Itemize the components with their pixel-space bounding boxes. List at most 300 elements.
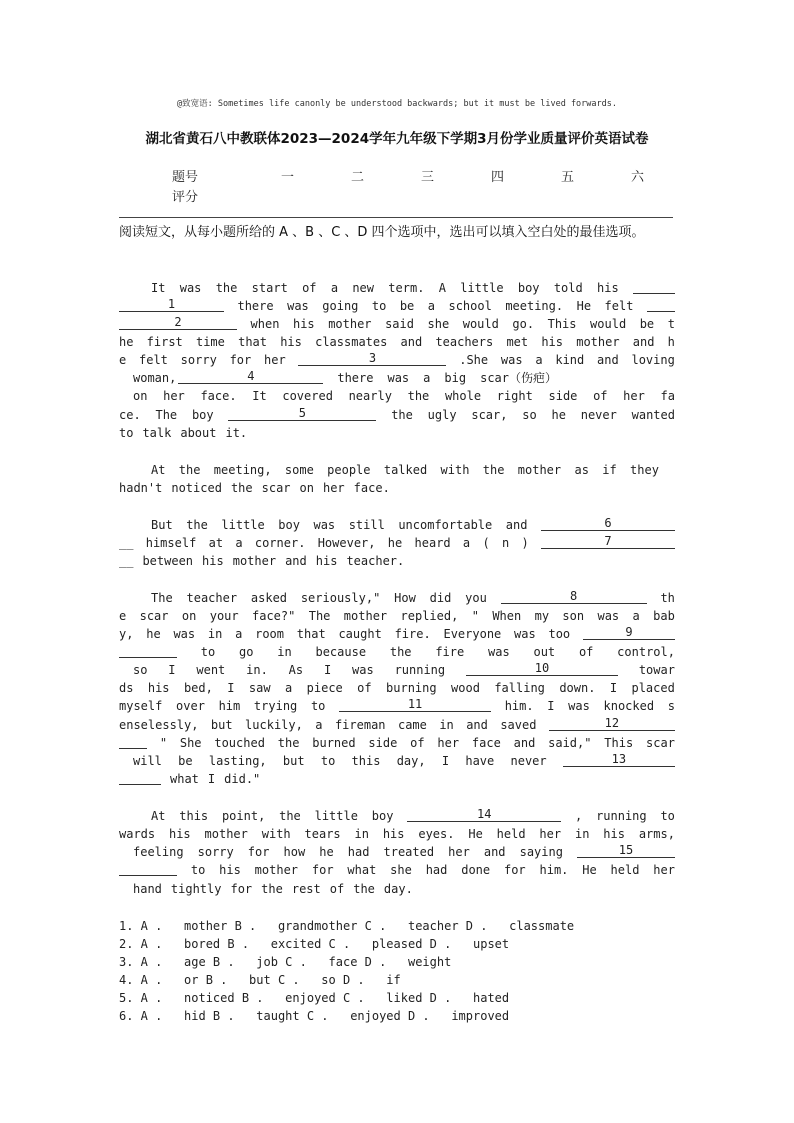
passage-word: met (506, 335, 529, 349)
passage-word: was (179, 281, 202, 295)
passage-word: side (368, 736, 398, 750)
passage-word: down. (559, 681, 596, 695)
passage-word: mother (254, 863, 299, 877)
passage-word: a (462, 536, 471, 550)
blank-7[interactable]: 7 (541, 534, 675, 549)
passage-line (119, 297, 675, 315)
passage-word: at (208, 536, 224, 550)
divider (119, 217, 673, 218)
page-title: 湖北省黄石八中教联体2023—2024学年九年级下学期3月份学业质量评价英语试卷 (145, 131, 649, 147)
passage-word: between (142, 554, 194, 568)
passage-word: himself (145, 536, 197, 550)
option-line-2: 2. A . bored B . excited C . pleased D . upset (119, 937, 510, 951)
passage-word: arms, (638, 827, 675, 841)
passage-word: enselessly, (119, 718, 199, 732)
passage-word: with (261, 827, 291, 841)
passage-word: the (407, 389, 430, 403)
passage-word: a (427, 299, 435, 313)
option-line-5: 5. A . noticed B . enjoyed C . liked D . hated (119, 991, 510, 1005)
passage-word: in. (246, 663, 268, 677)
passage-word: go. (512, 317, 535, 331)
passage-word: rest (291, 882, 321, 896)
passage-word: held (496, 827, 526, 841)
passage-word: him. (539, 863, 569, 877)
passage-word: your (209, 609, 239, 623)
passage-word: Everyone (443, 627, 502, 641)
passage-word: luckily, (245, 718, 303, 732)
passage-word: the (178, 463, 201, 477)
passage-word: had (347, 845, 370, 859)
blank-9[interactable]: 9 (583, 625, 675, 640)
passage-word: he (551, 408, 566, 422)
passage-word: was (488, 645, 510, 659)
passage-line (119, 351, 675, 369)
passage-word: covered (282, 389, 333, 403)
passage-word: ds (119, 681, 134, 695)
passage-line (119, 770, 675, 788)
passage-word: classmates (315, 335, 388, 349)
passage-word: go (239, 645, 254, 659)
passage-word: her (623, 389, 645, 403)
passage-word: scar（伤疤） (480, 371, 557, 385)
passage-word: in (277, 645, 292, 659)
passage-word: fire (435, 645, 465, 659)
passage-line (119, 807, 675, 825)
score-table-header-row (0, 166, 794, 186)
passage-word: his (219, 863, 241, 877)
passage-word: his (603, 827, 625, 841)
passage-word: in (574, 827, 590, 841)
passage-word: school (448, 299, 492, 313)
passage-word: ) (521, 536, 529, 550)
passage-word[interactable] (647, 297, 675, 312)
passage-word: burning (386, 681, 437, 695)
passage-word: they (630, 463, 659, 477)
passage-word: my (534, 609, 550, 623)
passage-word: the (215, 281, 238, 295)
blank-line[interactable] (633, 279, 675, 294)
passage-word: done (461, 863, 491, 877)
passage-word: the (391, 408, 413, 422)
passage-word: __ (119, 554, 134, 568)
passage-word: little (221, 518, 265, 532)
passage-word: so (522, 408, 537, 422)
passage-word: lasting, (208, 754, 267, 768)
passage-word: but (210, 718, 233, 732)
blank-5[interactable]: 5 (228, 406, 376, 421)
passage-word: her (539, 827, 562, 841)
passage-word: he (119, 335, 134, 349)
passage-word: towar (638, 663, 675, 677)
passage-word: have (465, 754, 495, 768)
passage-word: for (247, 845, 270, 859)
passage-word: uncomfortable (398, 518, 493, 532)
passage-word: was (500, 353, 523, 367)
passage-word: be (178, 754, 193, 768)
passage-word: of (410, 736, 425, 750)
passage-word: He (576, 299, 592, 313)
passage-word: a (632, 609, 640, 623)
passage-word: was (173, 627, 196, 641)
section-four: 四 (491, 170, 505, 185)
passage-word: loving (631, 353, 675, 367)
blank-11[interactable]: 11 (339, 697, 491, 712)
passage-word: heard (414, 536, 451, 550)
section-three: 三 (421, 170, 435, 185)
passage-word: touched (214, 736, 265, 750)
passage-word: __ (119, 536, 134, 550)
passage-word: will (133, 754, 162, 768)
passage-line (119, 734, 675, 752)
passage-word: meeting. (505, 299, 564, 313)
passage-word: to (200, 645, 216, 659)
passage-word: of (593, 389, 608, 403)
passage-line (119, 625, 675, 643)
passage-word[interactable] (119, 770, 161, 785)
passage-word: a (330, 281, 339, 295)
passage-word: the (261, 882, 283, 896)
passage-word: the (186, 518, 208, 532)
passage-word: piece (306, 681, 343, 695)
passage-word: It (252, 389, 267, 403)
passage-word: his (202, 554, 224, 568)
passage-word: be (399, 299, 415, 313)
blank-14[interactable]: 14 (407, 807, 561, 822)
passage-word: did (429, 591, 452, 605)
passage-word: the (389, 645, 412, 659)
passage-word: whole (444, 389, 482, 403)
passage-word: and (505, 518, 528, 532)
passage-word: At (151, 463, 166, 477)
passage-word: his (541, 335, 564, 349)
passage-word: for (229, 353, 252, 367)
passage-line (119, 752, 675, 770)
passage-word: did." (224, 772, 261, 786)
passage-word: But (151, 518, 173, 532)
passage-word: t (667, 317, 675, 331)
passage-word: n (501, 536, 510, 550)
passage-word: caught (338, 627, 382, 641)
passage-word: I (609, 681, 618, 695)
passage-word: there (237, 299, 274, 313)
passage-word: ( (482, 536, 490, 550)
blank-3[interactable]: 3 (298, 351, 446, 366)
passage-word: new (352, 281, 375, 295)
passage-line (119, 479, 675, 497)
passage-word: scar, (471, 408, 508, 422)
passage-word: and (400, 335, 423, 349)
passage-line (119, 516, 675, 534)
passage-word: and (285, 554, 307, 568)
passage-word: wood (451, 681, 480, 695)
passage-word: little (314, 809, 358, 823)
passage-word[interactable] (119, 734, 147, 749)
passage-word: the (353, 882, 375, 896)
passage-word: corner. (254, 536, 306, 550)
passage-line (119, 461, 675, 479)
passage-word: her (448, 845, 470, 859)
passage-word: He (468, 827, 483, 841)
passage-line (119, 552, 675, 570)
passage-word: How (394, 591, 416, 605)
passage-word[interactable] (119, 861, 177, 876)
passage-word: over (176, 699, 205, 713)
passage-word: felt (604, 299, 634, 313)
passage-word: the (482, 463, 505, 477)
passage-word: told (553, 281, 583, 295)
passage-word: teacher (186, 591, 238, 605)
passage-word: his (168, 827, 191, 841)
passage-word: noticed (171, 481, 222, 495)
passage-word: bab (653, 609, 675, 623)
passage-word: The (308, 609, 331, 623)
passage-word: went (196, 663, 226, 677)
passage-word: in (207, 627, 223, 641)
passage-word: and (632, 335, 655, 349)
passage-word: still (348, 518, 385, 532)
passage-word: so (133, 663, 148, 677)
passage-word: on (299, 481, 314, 495)
passage-word: mother (343, 609, 388, 623)
section-five: 五 (561, 170, 575, 185)
passage-word: him. (504, 699, 534, 713)
passage-word: boy (278, 518, 300, 532)
passage-word: first (146, 335, 183, 349)
passage-word: hadn't (119, 481, 163, 495)
blank-12[interactable]: 12 (549, 716, 675, 731)
section-two: 二 (351, 170, 365, 185)
passage-word: was (287, 299, 309, 313)
passage-word: to (119, 426, 134, 440)
passage-word: but (282, 754, 305, 768)
passage-word: had (425, 863, 448, 877)
passage-word: to (320, 754, 336, 768)
passage-word: bed, (183, 681, 213, 695)
passage-line (119, 315, 675, 333)
passage-word: saved (500, 718, 537, 732)
passage-word: saw (248, 681, 271, 695)
blank-6[interactable]: 6 (541, 516, 675, 531)
blank-8[interactable]: 8 (501, 589, 647, 604)
passage-word: that (238, 335, 267, 349)
passage-word: kind (555, 353, 585, 367)
passage-word: boy (371, 809, 394, 823)
passage-word: treated (383, 845, 435, 859)
passage-word: a (235, 536, 243, 550)
passage-word: was (568, 699, 590, 713)
passage-line (119, 279, 675, 297)
blank-13[interactable]: 13 (563, 752, 675, 767)
passage-word: I (207, 772, 216, 786)
passage-word: sorry (180, 353, 217, 367)
passage-word: side (548, 389, 578, 403)
passage-word: mother (517, 463, 562, 477)
passage-word: face (471, 736, 501, 750)
blank-10[interactable]: 10 (466, 661, 618, 676)
passage-word: his (315, 554, 338, 568)
passage-word: fireman (334, 718, 386, 732)
passage-word: his (147, 681, 170, 695)
passage-line (119, 424, 675, 442)
passage-word: in (439, 718, 454, 732)
passage-word: for (311, 863, 334, 877)
passage-word: of (578, 645, 594, 659)
passage-word: and (513, 736, 536, 750)
passage-word: on (133, 389, 148, 403)
passage-word: that (296, 627, 326, 641)
option-line-6: 6. A . hid B . taught C . enjoyed D . improved (119, 1009, 510, 1023)
passage-word: was (352, 663, 374, 677)
passage-word: saying (519, 845, 563, 859)
passage-word: felt (139, 353, 168, 367)
passage-word: the (230, 481, 253, 495)
passage-word: e (119, 609, 127, 623)
passage-word: wards (119, 827, 156, 841)
passage-word: mother (204, 827, 248, 841)
passage-word: mother (576, 335, 620, 349)
passage-word: mother (232, 554, 277, 568)
passage-word: teachers (435, 335, 494, 349)
option-line-3: 3. A . age B . job C . face D . weight (119, 955, 452, 969)
passage-word: he (387, 536, 403, 550)
passage-word: said," (548, 736, 592, 750)
passage-word: and (466, 718, 488, 732)
passage-word: to (371, 299, 387, 313)
passage-word: for (230, 882, 253, 896)
passage-word: scar (139, 609, 169, 623)
section-one: 一 (281, 170, 295, 185)
passage-word: h (667, 335, 675, 349)
passage-word: room (255, 627, 285, 641)
passage-word: boy (191, 408, 214, 422)
passage-word: teacher. (346, 554, 405, 568)
passage-word: talk (142, 426, 172, 440)
section-six: 六 (631, 170, 645, 185)
passage-word: This (604, 736, 634, 750)
blank-2[interactable]: 2 (119, 315, 237, 330)
passage-word: a (535, 353, 543, 367)
passage-word: meeting, (213, 463, 272, 477)
passage-line (119, 843, 675, 861)
passage-word: he (146, 627, 161, 641)
passage-word: start (251, 281, 288, 295)
passage-word: scar (646, 736, 675, 750)
blank-15[interactable]: 15 (577, 843, 675, 858)
passage-word: a (423, 371, 431, 385)
passage-word: a (315, 718, 323, 732)
passage-word: It (151, 281, 166, 295)
passage-word: to (190, 863, 206, 877)
score-table-score-row (0, 186, 794, 206)
passage-line (119, 369, 675, 387)
passage-line (119, 589, 675, 607)
passage-word: in (354, 827, 369, 841)
passage-word: The (155, 408, 178, 422)
blank-1[interactable]: 1 (119, 297, 224, 312)
passage-word: boy (517, 281, 540, 295)
passage-word: I (547, 699, 555, 713)
passage-word: son (562, 609, 585, 623)
passage-word: when (250, 317, 280, 331)
passage-word: as (574, 463, 589, 477)
passage-word: y, (119, 627, 134, 641)
passage-word: trying (253, 699, 298, 713)
passage-word: there (337, 371, 374, 385)
passage-word: " (471, 609, 479, 623)
passage-word[interactable] (119, 643, 177, 658)
passage-word: about (180, 426, 217, 440)
passage-word: was (597, 609, 620, 623)
passage-word: fire. (394, 627, 431, 641)
passage-word: .She (459, 353, 489, 367)
passage-word: He (582, 863, 597, 877)
passage-word: him (218, 699, 241, 713)
passage-word: would (590, 317, 627, 331)
passage-word: to (660, 809, 675, 823)
passage-word: some (284, 463, 314, 477)
passage-word: point, (221, 809, 266, 823)
option-line-1: 1. A . mother B . grandmother C . teacher D . classmate (119, 919, 575, 933)
blank-4[interactable]: 4 (178, 369, 323, 384)
passage-line (119, 406, 675, 424)
passage-word: for (503, 863, 526, 877)
passage-line (119, 679, 675, 697)
passage-word: never (510, 754, 547, 768)
passage-word: falling (494, 681, 545, 695)
passage-word: of (357, 681, 372, 695)
passage-word: what (347, 863, 377, 877)
passage-word: , (575, 809, 583, 823)
passage-word: with (440, 463, 470, 477)
passage-line (119, 716, 675, 734)
passage-word: tightly (170, 882, 222, 896)
passage-word: th (660, 591, 675, 605)
passage-word: a (235, 627, 243, 641)
passage-word: was (387, 371, 410, 385)
passage-word: going (322, 299, 359, 313)
passage-word: her (163, 389, 185, 403)
passage-word: his (382, 827, 405, 841)
passage-word: A (438, 281, 446, 295)
passage-word: right (496, 389, 533, 403)
passage-word: her (264, 353, 286, 367)
passage-word: talked (383, 463, 428, 477)
passage-word: placed (631, 681, 675, 695)
option-line-4: 4. A . or B . but C . so D . if (119, 973, 401, 987)
passage-word: wanted (631, 408, 675, 422)
passage-word: asked (250, 591, 288, 605)
passage-word: The (151, 591, 173, 605)
passage-word: day, (396, 754, 426, 768)
passage-word: As (288, 663, 304, 677)
passage-word: his (292, 317, 315, 331)
passage-word: big (444, 371, 467, 385)
passage-word: s (667, 699, 675, 713)
passage-word: knocked (603, 699, 655, 713)
passage-word: day. (383, 882, 413, 896)
passage-line (119, 697, 675, 715)
passage-line (119, 643, 675, 661)
passage-word: if (602, 463, 617, 477)
passage-word: of (329, 882, 345, 896)
passage-word: of (302, 281, 317, 295)
passage-word: tears (304, 827, 341, 841)
passage-word: sorry (197, 845, 234, 859)
passage-word: how (283, 845, 306, 859)
passage-line (119, 880, 675, 898)
passage-word: ugly (427, 408, 457, 422)
passage-line (119, 825, 675, 843)
